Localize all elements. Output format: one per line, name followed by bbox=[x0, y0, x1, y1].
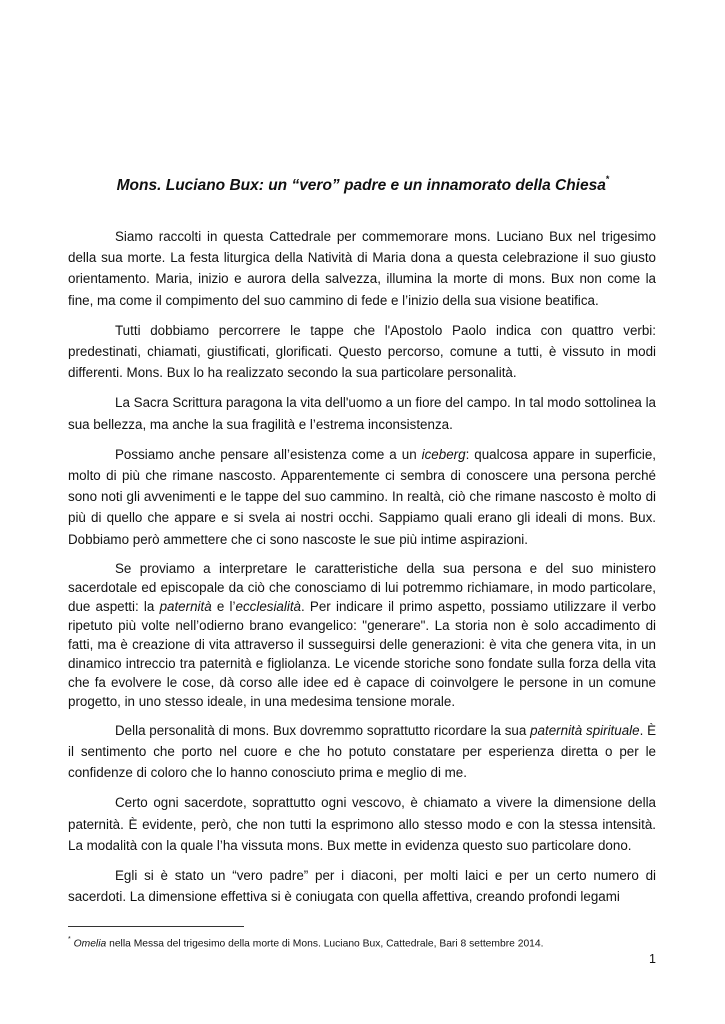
paragraph-text: e l’ bbox=[211, 598, 236, 614]
body-paragraph bbox=[68, 865, 656, 907]
body-paragraph bbox=[68, 792, 656, 856]
paragraph-text: . È il sentimento che porto nel cuore e che ho potuto constatare per esperienza diretta o per le confidenze di coloro che lo hanno conosciuto prima e meglio di me. bbox=[68, 722, 657, 781]
title-footnote-marker: * bbox=[605, 174, 610, 184]
footnote-marker: * bbox=[68, 936, 71, 943]
body-paragraph bbox=[68, 392, 656, 434]
body-paragraph bbox=[68, 559, 656, 711]
body-paragraph bbox=[68, 226, 656, 311]
footnote-divider bbox=[68, 926, 244, 927]
paragraph-text: Egli si è stato un “vero padre” per i diaconi, per molti laici e per un certo numero di sacerdoti. La dimensione effettiva si è coniugata con quella affettiva, creando profondi legami bbox=[68, 868, 656, 905]
paragraph-text: Se proviamo a interpretare le caratteristiche della sua persona e del suo ministero sacerdotale ed episcopale da ciò che conosciamo di lui potremmo richiamare, in modo particolare, due aspetti: la bbox=[68, 560, 656, 614]
document-title-text: Mons. Luciano Bux: un “vero” padre e un innamorato della Chiesa bbox=[116, 177, 606, 195]
footnote-italic-lead: Omelia bbox=[73, 938, 107, 950]
paragraph-text: Della personalità di mons. Bux dovremmo soprattutto ricordare la sua bbox=[115, 722, 531, 738]
paragraph-text: Siamo raccolti in questa Cattedrale per commemorare mons. Luciano Bux nel trigesimo della sua morte. La festa liturgica della Natività di Maria dona a questa celebrazione il suo giusto orientamento. Maria, inizio e aurora della salvezza, illumina la morte di mons. Bux non come la fine, ma come il compimento del suo cammino di fede e l’inizio della sua visione beatifica. bbox=[68, 229, 656, 308]
paragraph-text: . Per indicare il primo aspetto, possiamo utilizzare il verbo ripetuto più volte nell’odierno brano evangelico: "generare". La storia non è solo accadimento di fatti, ma è creazione di vita attraverso il susseguirsi delle generazioni: è vita che genera vita, in un dinamico intreccio tra paternità e figliolanza. Le vicende storiche sono fondate sulla forza della vita che fa evolvere le cose, dà corso alle idee ed è capace di coinvolgere le persone in un comune progetto, in uno stesso ideale, in una medesima tensione morale. bbox=[68, 598, 656, 709]
page-number: 1 bbox=[649, 952, 656, 966]
paragraph-text: Tutti dobbiamo percorrere le tappe che l'Apostolo Paolo indica con quattro verbi: predestinati, chiamati, giustificati, glorificati. Questo percorso, comune a tutti, è vissuto in modi differenti. Mons. Bux lo ha realizzato secondo la sua particolare personalità. bbox=[68, 322, 656, 381]
paragraph-text: Certo ogni sacerdote, soprattutto ogni vescovo, è chiamato a vivere la dimensione della paternità. È evidente, però, che non tutti la esprimono allo stesso modo e con la stessa intensità. La modalità con la quale l’ha vissuta mons. Bux mette in evidenza questo suo particolare dono. bbox=[68, 795, 656, 853]
document-title bbox=[68, 170, 658, 197]
document-body bbox=[68, 226, 656, 916]
paragraph-text: : qualcosa appare in superficie, molto di più che rimane nascosto. Apparentemente ci sembra di conoscere una persona perché sono noti gli avvenimenti e le tappe del suo cammino. In realtà, ciò che rimane nascosto è molto di più di quello che appare e si svela ai nostri occhi. Sappiamo quali erano gli ideali di mons. Bux. Dobbiamo però ammettere che ci sono nascoste le sue più intime aspirazioni. bbox=[68, 446, 656, 547]
footnote bbox=[68, 933, 656, 951]
italic-term: iceberg bbox=[421, 446, 466, 462]
paragraph-text: La Sacra Scrittura paragona la vita dell'uomo a un fiore del campo. In tal modo sottolinea la sua bellezza, ma anche la sua fragilità e l’estrema inconsistenza. bbox=[68, 395, 656, 432]
body-paragraph bbox=[68, 320, 656, 384]
italic-term: paternità spirituale bbox=[530, 722, 640, 738]
body-paragraph bbox=[68, 720, 656, 784]
footnote-text: nella Messa del trigesimo della morte di Mons. Luciano Bux, Cattedrale, Bari 8 settembre 2014. bbox=[106, 938, 544, 950]
body-paragraph bbox=[68, 444, 656, 550]
italic-term: paternità bbox=[159, 598, 212, 614]
italic-term: ecclesialità bbox=[235, 598, 301, 614]
paragraph-text: Possiamo anche pensare all’esistenza come a un bbox=[115, 446, 422, 462]
